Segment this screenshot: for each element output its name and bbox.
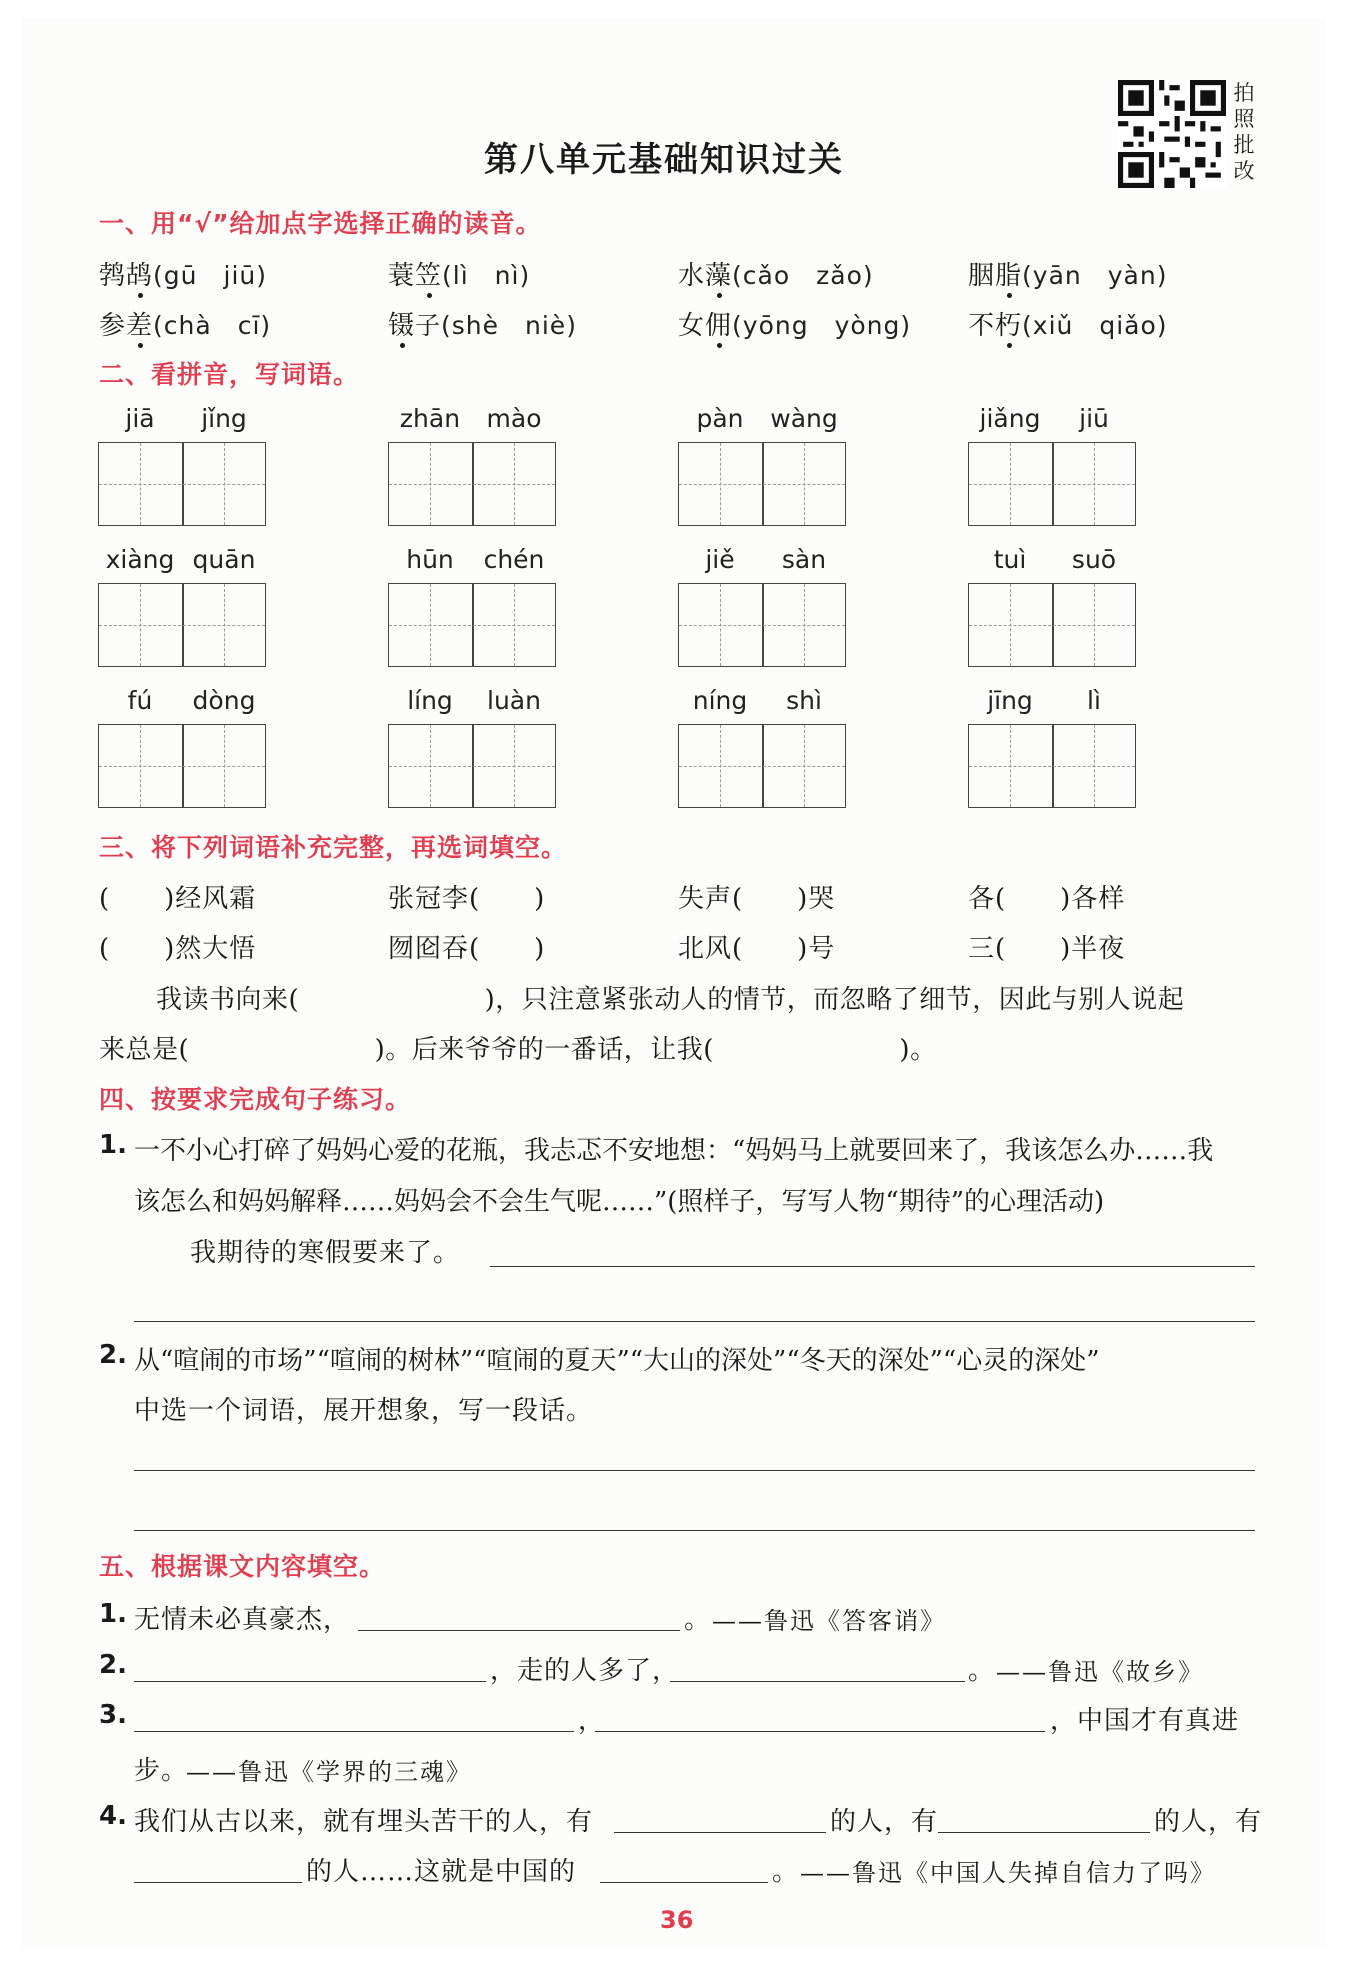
pinyin-choice-item[interactable]: 蓑笠(lì nì) [388,255,530,292]
tianzige-box[interactable] [98,583,266,667]
idiom-fill-item[interactable]: 各( )各样 [968,884,1126,914]
quote-punct: 。 [968,1656,996,1686]
answer-line[interactable] [134,1681,486,1682]
question-number: 1. [99,1599,127,1629]
idiom-fill-item[interactable]: 北风( )号 [678,934,836,964]
section1-heading: 一、用“√”给加点字选择正确的读音。 [99,209,542,238]
pinyin-choice-item[interactable]: 水藻(cǎo zǎo) [678,255,874,292]
tianzige-box[interactable] [98,442,266,526]
answer-line[interactable] [595,1731,1045,1732]
fill-paragraph-line[interactable]: 来总是( )。后来爷爷的一番话，让我( )。 [99,1035,937,1065]
answer-line[interactable] [134,1530,1255,1531]
quote-text: 的人，有 [1154,1807,1263,1837]
pinyin-label: jiě [705,545,735,574]
answer-line[interactable] [600,1882,768,1883]
answer-line[interactable] [134,1731,574,1732]
question-text: 从“喧闹的市场”“喧闹的树林”“喧闹的夏天”“大山的深处”“冬天的深处”“心灵的深处” [134,1346,1100,1376]
tianzige-box[interactable] [388,583,556,667]
pinyin-label: pàn [696,404,744,433]
quote-source: ——鲁迅《中国人失掉自信力了吗》 [800,1859,1216,1887]
page-title: 第八单元基础知识过关 [484,140,844,180]
pinyin-label: hūn [406,545,454,574]
pinyin-label: sàn [781,545,827,574]
quote-text: 我们从古以来，就有埋头苦干的人，有 [134,1807,594,1837]
section5-heading: 五、根据课文内容填空。 [99,1552,386,1581]
pinyin-choice-item[interactable]: 女佣(yōng yòng) [678,305,911,342]
question-text: 该怎么和妈妈解释……妈妈会不会生气呢……”(照样子，写写人物“期待”的心理活动) [134,1187,1105,1217]
idiom-fill-item[interactable]: 失声( )哭 [678,884,836,914]
quote-punct: 。 [772,1857,800,1887]
pinyin-label: fú [127,686,153,715]
idiom-fill-item[interactable]: ( )经风霜 [99,884,257,914]
quote-text: 步。 [134,1756,189,1786]
answer-line[interactable] [670,1681,965,1682]
tianzige-box[interactable] [388,442,556,526]
quote-punct: 。 [684,1605,712,1635]
idiom-fill-item[interactable]: 三( )半夜 [968,934,1126,964]
tianzige-box[interactable] [678,724,846,808]
tianzige-box[interactable] [98,724,266,808]
pinyin-label: jīng [987,686,1033,715]
answer-line[interactable] [938,1832,1150,1833]
pinyin-label: lì [1087,686,1101,715]
section2-heading: 二、看拼音，写词语。 [99,360,360,389]
tianzige-box[interactable] [968,442,1136,526]
pinyin-label: líng [407,686,453,715]
pinyin-label: mào [486,404,542,433]
pinyin-label: suō [1071,545,1117,574]
tianzige-box[interactable] [968,583,1136,667]
section3-heading: 三、将下列词语补充完整，再选词填空。 [99,833,568,862]
pinyin-label: jiǎng [979,404,1041,433]
answer-line[interactable] [134,1321,1255,1322]
fill-paragraph-line[interactable]: 我读书向来( )，只注意紧张动人的情节，而忽略了细节，因此与别人说起 [156,985,1185,1015]
pinyin-label: zhān [399,404,461,433]
quote-source: ——鲁迅《答客诮》 [712,1607,946,1635]
pinyin-label: níng [692,686,748,715]
pinyin-label: luàn [487,686,541,715]
idiom-fill-item[interactable]: 张冠李( ) [388,884,546,914]
tianzige-box[interactable] [678,583,846,667]
pinyin-choice-item[interactable]: 胭脂(yān yàn) [968,255,1167,292]
quote-punct: ， [578,1706,606,1736]
question-number: 3. [99,1700,127,1730]
idiom-fill-item[interactable]: ( )然大悟 [99,934,257,964]
qr-label: 拍 照 批 改 [1233,81,1255,183]
question-number: 4. [99,1801,127,1831]
pinyin-label: quān [192,545,256,574]
quote-text: 的人，有 [830,1807,939,1837]
tianzige-box[interactable] [388,724,556,808]
pinyin-choice-item[interactable]: 参差(chà cī) [99,305,271,342]
quote-source: ——鲁迅《故乡》 [996,1658,1204,1686]
pinyin-label: chén [483,545,545,574]
answer-line[interactable] [134,1882,302,1883]
pinyin-label: wàng [770,404,838,433]
quote-text: ，中国才有真进 [1050,1706,1240,1736]
qr-code-icon[interactable] [1118,80,1226,188]
pinyin-label: jǐng [201,404,247,433]
pinyin-choice-item[interactable]: 鹁鸪(gū jiū) [99,255,267,292]
pinyin-label: shì [786,686,822,715]
pinyin-choice-item[interactable]: 镊子(shè niè) [388,305,577,342]
quote-source: ——鲁迅《学界的三魂》 [186,1758,472,1786]
pinyin-choice-item[interactable]: 不朽(xiǔ qiǎo) [968,305,1168,342]
answer-line[interactable] [614,1832,826,1833]
tianzige-box[interactable] [968,724,1136,808]
quote-text: ，走的人多了， [490,1656,680,1686]
pinyin-label: tuì [993,545,1027,574]
quote-text: 的人……这就是中国的 [306,1857,577,1887]
tianzige-box[interactable] [678,442,846,526]
pinyin-label: jiā [125,404,155,433]
answer-line[interactable] [358,1630,680,1631]
question-number: 1. [99,1130,127,1160]
question-text: 一不小心打碎了妈妈心爱的花瓶，我忐忑不安地想：“妈妈马上就要回来了，我该怎么办……我 [134,1136,1214,1166]
idiom-fill-item[interactable]: 囫囵吞( ) [388,934,546,964]
quote-text: 无情未必真豪杰， [134,1605,351,1635]
question-number: 2. [99,1340,127,1370]
answer-line[interactable] [490,1266,1255,1267]
question-number: 2. [99,1650,127,1680]
page-number: 36 [660,1906,694,1934]
answer-line[interactable] [134,1470,1255,1471]
section4-heading: 四、按要求完成句子练习。 [99,1085,412,1114]
pinyin-label: dòng [192,686,256,715]
question-prompt: 我期待的寒假要来了。 [190,1238,461,1268]
pinyin-label: xiàng [105,545,175,574]
question-text: 中选一个词语，展开想象，写一段话。 [134,1396,594,1426]
pinyin-label: jiū [1079,404,1109,433]
